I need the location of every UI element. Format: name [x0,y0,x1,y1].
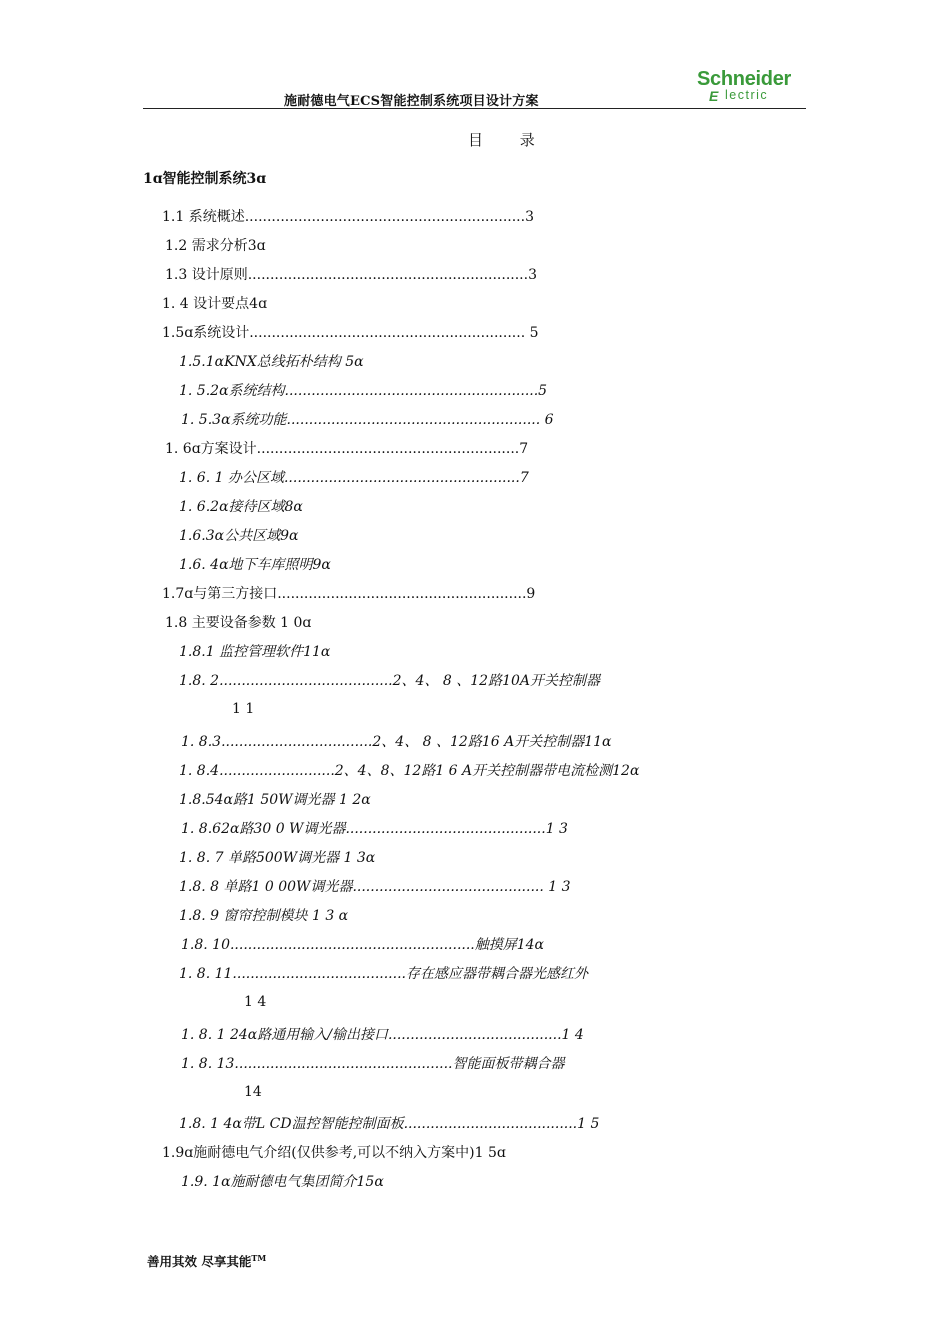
toc-entry[interactable]: 1.8.54ɑ路1 50W调光器 1 2ɑ [179,792,371,808]
toc-entry[interactable]: 1. 8. 11.......................................存在感应器带耦合器光感红外 [179,966,588,982]
logo-e-mark-icon: E [709,88,719,104]
footer-slogan [147,1252,266,1270]
toc-entry[interactable]: 1.8. 10.......................................................触摸屏14ɑ [181,937,545,953]
header-divider [143,108,806,109]
toc-entry[interactable]: 1.7ɑ与第三方接口........................................................9 [162,586,536,602]
toc-entry[interactable]: 1.5ɑ系统设计.............................................................. 5 [162,325,539,341]
toc-entry[interactable]: 1.8. 8 单路1 0 00W调光器........................................... 1 3 [179,879,571,895]
toc-entry[interactable]: 1. 5.2ɑ系统结构.........................................................5 [179,383,548,399]
toc-entry[interactable]: 1.8.1 监控管理软件11ɑ [179,644,331,660]
slogan-text: 善用其效 尽享其能 [147,1254,252,1269]
toc-entry[interactable]: 1.9ɑ施耐德电气介绍(仅供参考,可以不纳入方案中)1 5ɑ [162,1145,506,1161]
toc-entry[interactable]: 1.8. 9 窗帘控制模块 1 3 ɑ [179,908,349,924]
toc-entry[interactable]: 1.8. 2.......................................2、4、 8 、12路10A开关控制器 [179,673,600,689]
toc-entry[interactable]: 1. 8.62ɑ路30 0 W调光器.............................................1 3 [181,821,568,837]
toc-entry-page[interactable]: 14 [244,1084,262,1100]
toc-entry[interactable]: 1.8. 1 4ɑ带L CD温控智能控制面板.......................................1 5 [179,1116,600,1132]
toc-entry-page[interactable]: 1 4 [244,994,267,1010]
toc-entry[interactable]: 1. 6.2ɑ接待区域8ɑ [179,499,303,515]
toc-entry[interactable]: 1ɑ智能控制系统3ɑ [143,171,267,187]
toc-entry[interactable]: 1. 8. 7 单路500W调光器 1 3ɑ [179,850,376,866]
toc-entry[interactable]: 1.6. 4ɑ地下车库照明9ɑ [179,557,331,573]
toc-entry[interactable]: 1.2 需求分析3ɑ [165,238,266,254]
toc-entry[interactable]: 1. 8. 13.................................................智能面板带耦合器 [181,1056,565,1072]
toc-entry[interactable]: 1.6.3ɑ公共区域9ɑ [179,528,299,544]
schneider-logo [697,68,809,104]
toc-entry[interactable]: 1. 4 设计要点4ɑ [162,296,268,312]
toc-entry[interactable]: 1. 8.3..................................2、4、 8 、12路16 A开关控制器11ɑ [181,734,612,750]
toc-entry[interactable]: 1.9. 1ɑ施耐德电气集团简介15ɑ [181,1174,384,1190]
toc-title: 目 录 [468,131,551,149]
logo-subtitle: lectric [725,88,769,102]
toc-entry[interactable]: 1. 8.4..........................2、4、8、12路1 6 A开关控制器带电流检测12ɑ [179,763,640,779]
toc-entry[interactable]: 1.3 设计原则...............................................................3 [165,267,537,283]
toc-entry[interactable]: 1.8 主要设备参数 1 0ɑ [165,615,312,631]
logo-wordmark: Schneider [697,68,791,90]
toc-entry[interactable]: 1. 5.3ɑ系统功能......................................................... 6 [181,412,554,428]
toc-entry[interactable]: 1. 6ɑ方案设计...........................................................7 [165,441,529,457]
toc-entry[interactable]: 1. 8. 1 24ɑ路通用输入/输出接口.......................................1 4 [181,1027,584,1043]
toc-entry[interactable]: 1.5.1ɑKNX总线拓朴结构 5ɑ [179,354,364,370]
toc-entry-page[interactable]: 1 1 [232,701,255,717]
toc-entry[interactable]: 1.1 系统概述...............................................................3 [162,209,534,225]
toc-entry[interactable]: 1. 6. 1 办公区域.....................................................7 [179,470,529,486]
trademark-mark: TM [251,1252,267,1263]
header-title: 施耐德电气ECS智能控制系统项目设计方案 [284,94,539,109]
